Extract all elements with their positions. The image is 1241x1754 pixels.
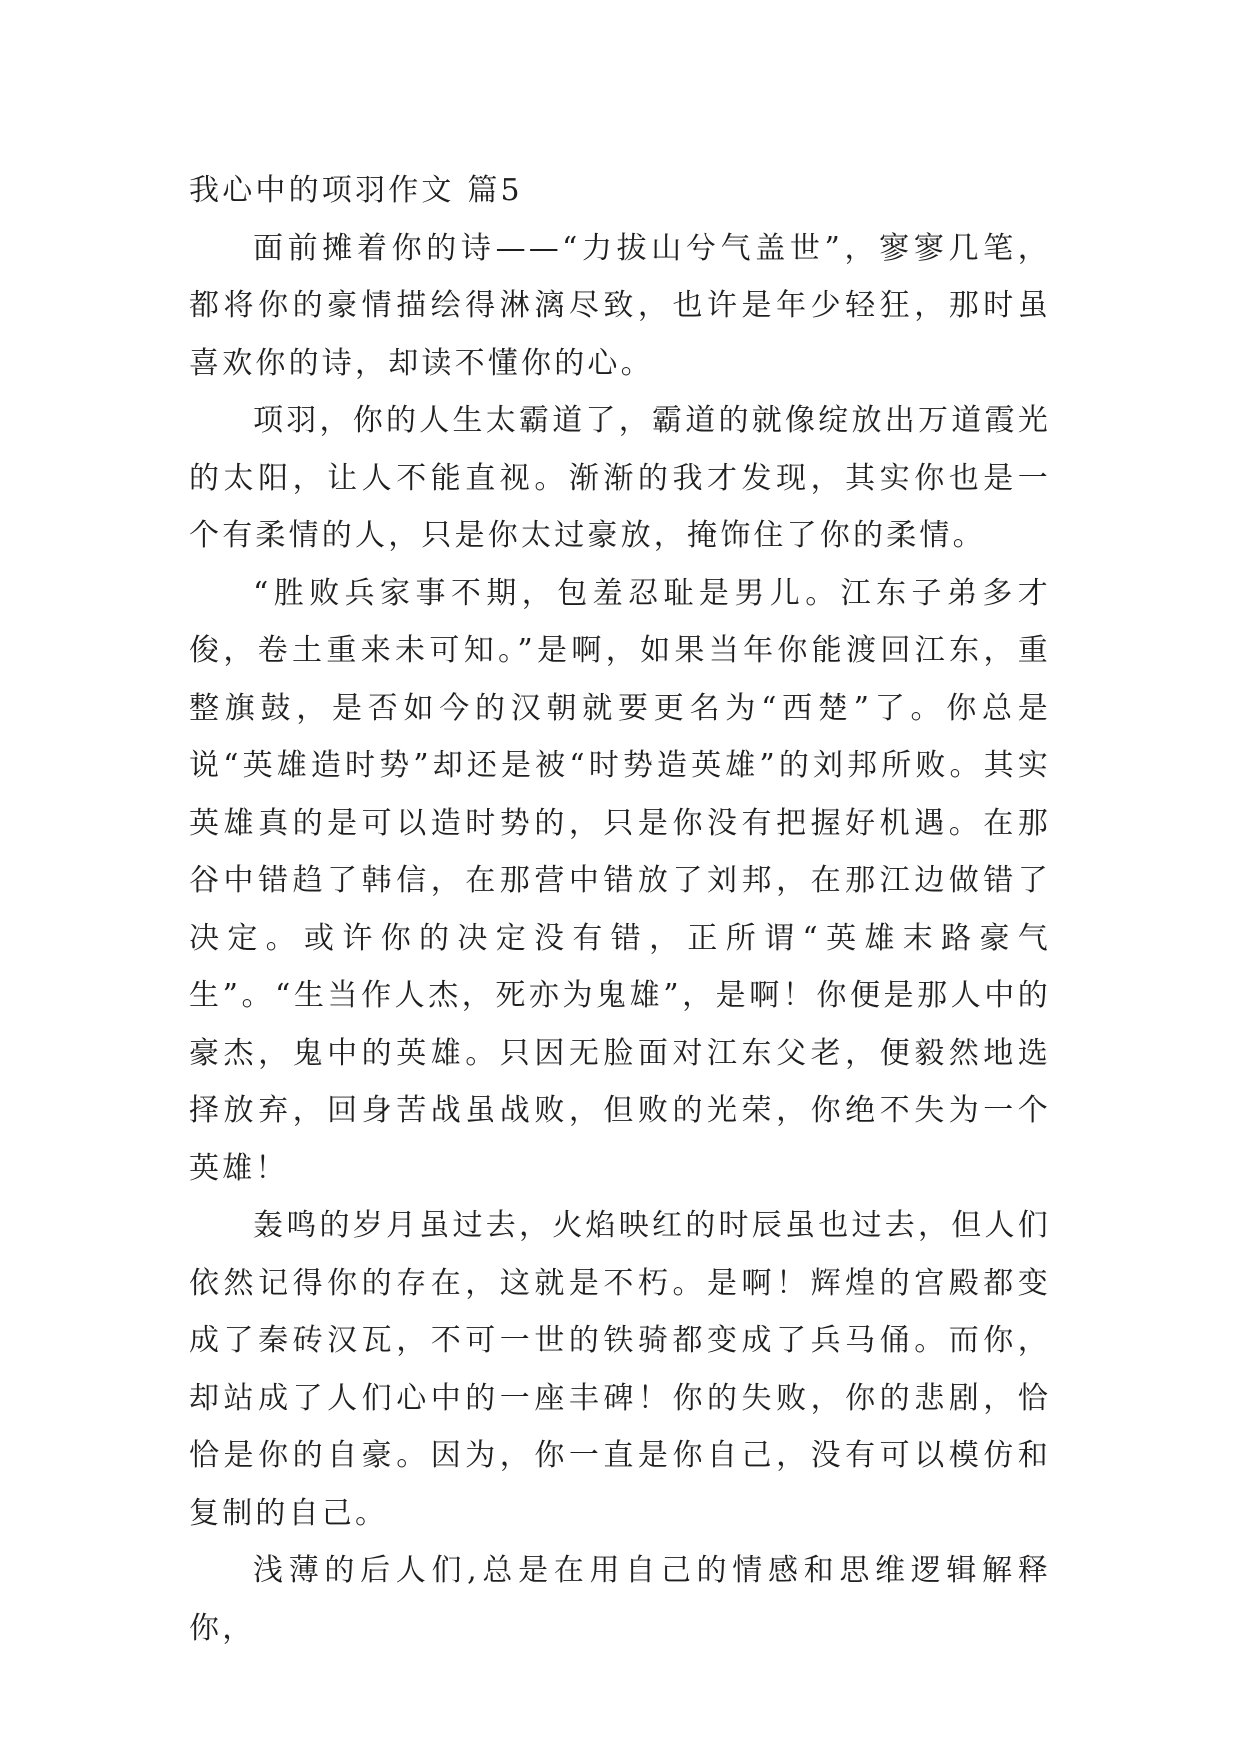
paragraph-3: “胜败兵家事不期，包羞忍耻是男儿。江东子弟多才俊，卷土重来未可知。”是啊，如果当年你能渡回江东，重整旗鼓，是否如今的汉朝就要更名为“西楚”了。你总是说“英雄造时势”却还是被“时势造英雄”的刘邦所败。其实英雄真的是可以造时势的，只是你没有把握好机遇。在那谷中错趋了韩信，在那营中错放了刘邦，在那江边做错了决定。或许你的决定没有错，正所谓“英雄末路豪气生”。“生当作人杰，死亦为鬼雄”，是啊！你便是那人中的豪杰，鬼中的英雄。只因无脸面对江东父老，便毅然地选择放弃，回身苦战虽战败，但败的光荣，你绝不失为一个英雄！ bbox=[189, 575, 1051, 1186]
paragraph-2: 项羽，你的人生太霸道了，霸道的就像绽放出万道霞光的太阳，让人不能直视。渐渐的我才发现，其实你也是一个有柔情的人，只是你太过豪放，掩饰住了你的柔情。 bbox=[189, 403, 1051, 553]
paragraph-5: 浅薄的后人们,总是在用自己的情感和思维逻辑解释你， bbox=[189, 1553, 1051, 1646]
paragraph-4: 轰鸣的岁月虽过去，火焰映红的时辰虽也过去，但人们依然记得你的存在，这就是不朽。是啊！辉煌的宫殿都变成了秦砖汉瓦，不可一世的铁骑都变成了兵马俑。而你，却站成了人们心中的一座丰碑！你的失败，你的悲剧，恰恰是你的自豪。因为，你一直是你自己，没有可以模仿和复制的自己。 bbox=[189, 1208, 1051, 1531]
essay-title: 我心中的项羽作文 篇5 bbox=[189, 173, 523, 208]
document-body bbox=[189, 162, 1051, 1657]
paragraph-1: 面前摊着你的诗——“力拔山兮气盖世”，寥寥几笔，都将你的豪情描绘得淋漓尽致，也许是年少轻狂，那时虽喜欢你的诗，却读不懂你的心。 bbox=[189, 230, 1051, 381]
